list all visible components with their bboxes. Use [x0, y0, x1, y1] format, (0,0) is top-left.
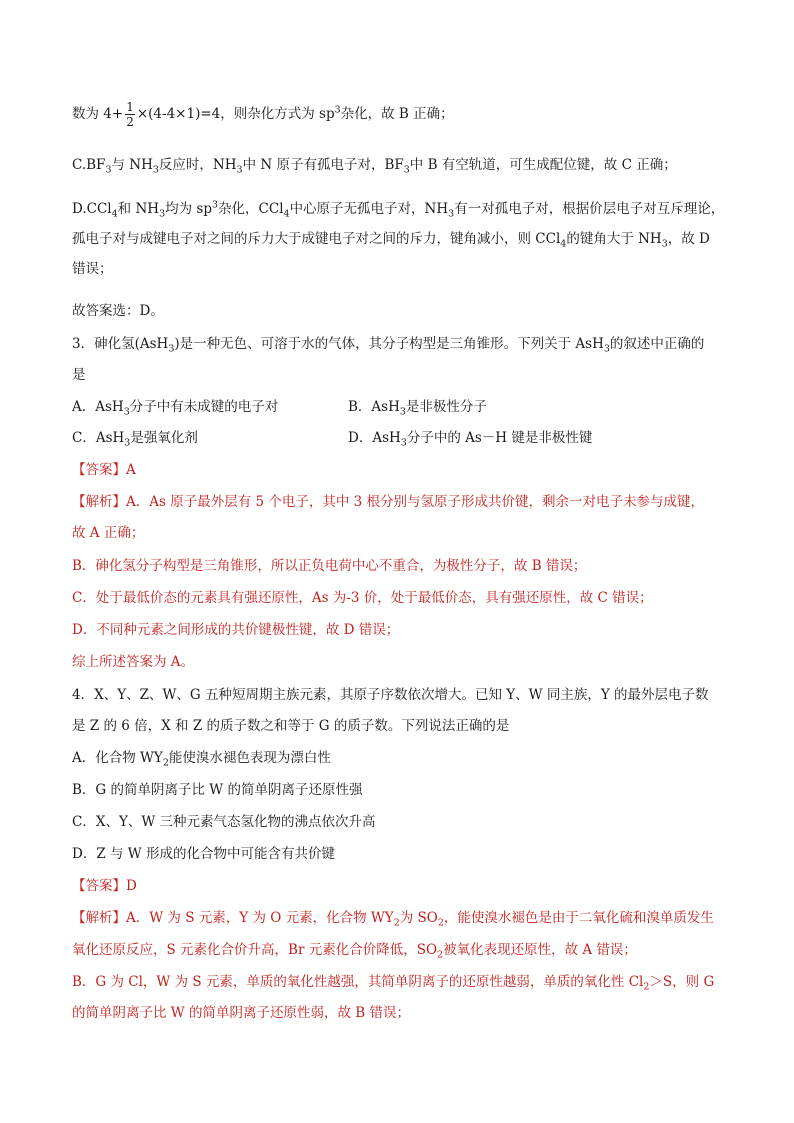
fraction: $\frac{1}{2}$ [126, 100, 134, 129]
q3-option-a: A．AsH$_3$分子中有未成键的电子对 [72, 399, 279, 418]
q3-option-b: B．AsH$_3$是非极性分子 [348, 399, 487, 418]
line-conclusion-b: 数为 4+ $\frac{1}{2}$ ×(4-4×1)=4，则杂化方式为 $sp^3$杂化，故 B 正确； [72, 100, 454, 129]
q3-explanation-3: B．砷化氢分子构型是三角锥形，所以正负电荷中心不重合，为极性分子，故 B 错误； [72, 558, 587, 574]
q4-explanation-3: B．G 为 Cl，W 为 S 元素，单质的氧化性越强，其简单阴离子的还原性越弱，单质的氧化性 $Cl_2>S$，则 G [72, 974, 715, 993]
q3-answer: 【答案】A [72, 462, 136, 478]
q4-explanation-2: 氧化还原反应，S 元素化合价升高，Br 元素化合价降低，$SO_2$被氧化表现还原性，故 A 错误； [72, 942, 637, 961]
q3-options-ab [72, 397, 732, 417]
q4-explanation-4: 的简单阴离子比 W 的简单阴离子还原性弱，故 B 错误； [72, 1005, 410, 1021]
q4-explanation-1: 【解析】A．W 为 S 元素，Y 为 O 元素，化合物 $WY_2$为 $SO_2$，能使溴水褪色是由于二氧化硫和溴单质发生 [72, 910, 714, 929]
q3-stem-1: 3．砷化氢(AsH$_3$)是一种无色、可溶于水的气体，其分子构型是三角锥形。下列关于 AsH$_3$的叙述中正确的 [72, 336, 705, 355]
q3-explanation-6: 综上所述答案为 A。 [72, 654, 195, 670]
q3-explanation-1: 【解析】A．As 原子最外层有 5 个电子，其中 3 根分别与氢原子形成共价键，剩余一对电子未参与成键， [72, 494, 705, 510]
q4-option-b: B．G 的简单阴离子比 W 的简单阴离子还原性强 [72, 782, 363, 798]
q4-option-d: D．Z 与 W 形成的化合物中可能含有共价键 [72, 846, 335, 862]
q4-answer: 【答案】D [72, 878, 137, 894]
q4-option-c: C．X、Y、W 三种元素气态氢化物的沸点依次升高 [72, 814, 376, 830]
q3-explanation-5: D．不同种元素之间形成的共价键极性键，故 D 错误； [72, 622, 400, 638]
line-option-d-analysis-3: 错误； [72, 261, 113, 277]
line-option-d-analysis-2: 孤电子对与成键电子对之间的斥力大于成键电子对之间的斥力，键角减小，则 CCl$_4$的键角大于 $NH_3$，故 D [72, 231, 710, 250]
line-option-c-analysis: $C.BF_3$与 $NH_3$反应时，$NH_3$中 N 原子有孤电子对，$BF_3$中 B 有空轨道，可生成配位键，故 C 正确； [72, 157, 677, 176]
q4-option-a: A．化合物 $WY_2$能使溴水褪色表现为漂白性 [72, 750, 331, 769]
q3-options-cd [72, 428, 732, 448]
q3-option-c: C．AsH$_3$是强氧化剂 [72, 430, 198, 449]
q3-stem-2: 是 [72, 367, 86, 383]
q4-stem-1: 4．X、Y、Z、W、G 五种短周期主族元素，其原子序数依次增大。已知 Y、W 同主族，Y 的最外层电子数 [72, 687, 709, 703]
line-option-d-analysis-1: D.CCl$_4$和 $NH_3$均为 $sp^3$杂化，CCl$_4$中心原子无孤电子对，$NH_3$有一对孤电子对，根据价层电子对互斥理论， [72, 199, 725, 220]
q3-option-d: D．AsH$_3$分子中的 As－H 键是非极性键 [348, 430, 593, 449]
q3-explanation-4: C．处于最低价态的元素具有强还原性，As 为-3 价，处于最低价态，具有强还原性，故 C 错误； [72, 590, 653, 606]
answer-q2: 故答案选：D。 [72, 303, 164, 319]
q4-stem-2: 是 Z 的 6 倍，X 和 Z 的质子数之和等于 G 的质子数。下列说法正确的是 [72, 718, 510, 734]
q3-explanation-2: 故 A 正确； [72, 525, 145, 541]
